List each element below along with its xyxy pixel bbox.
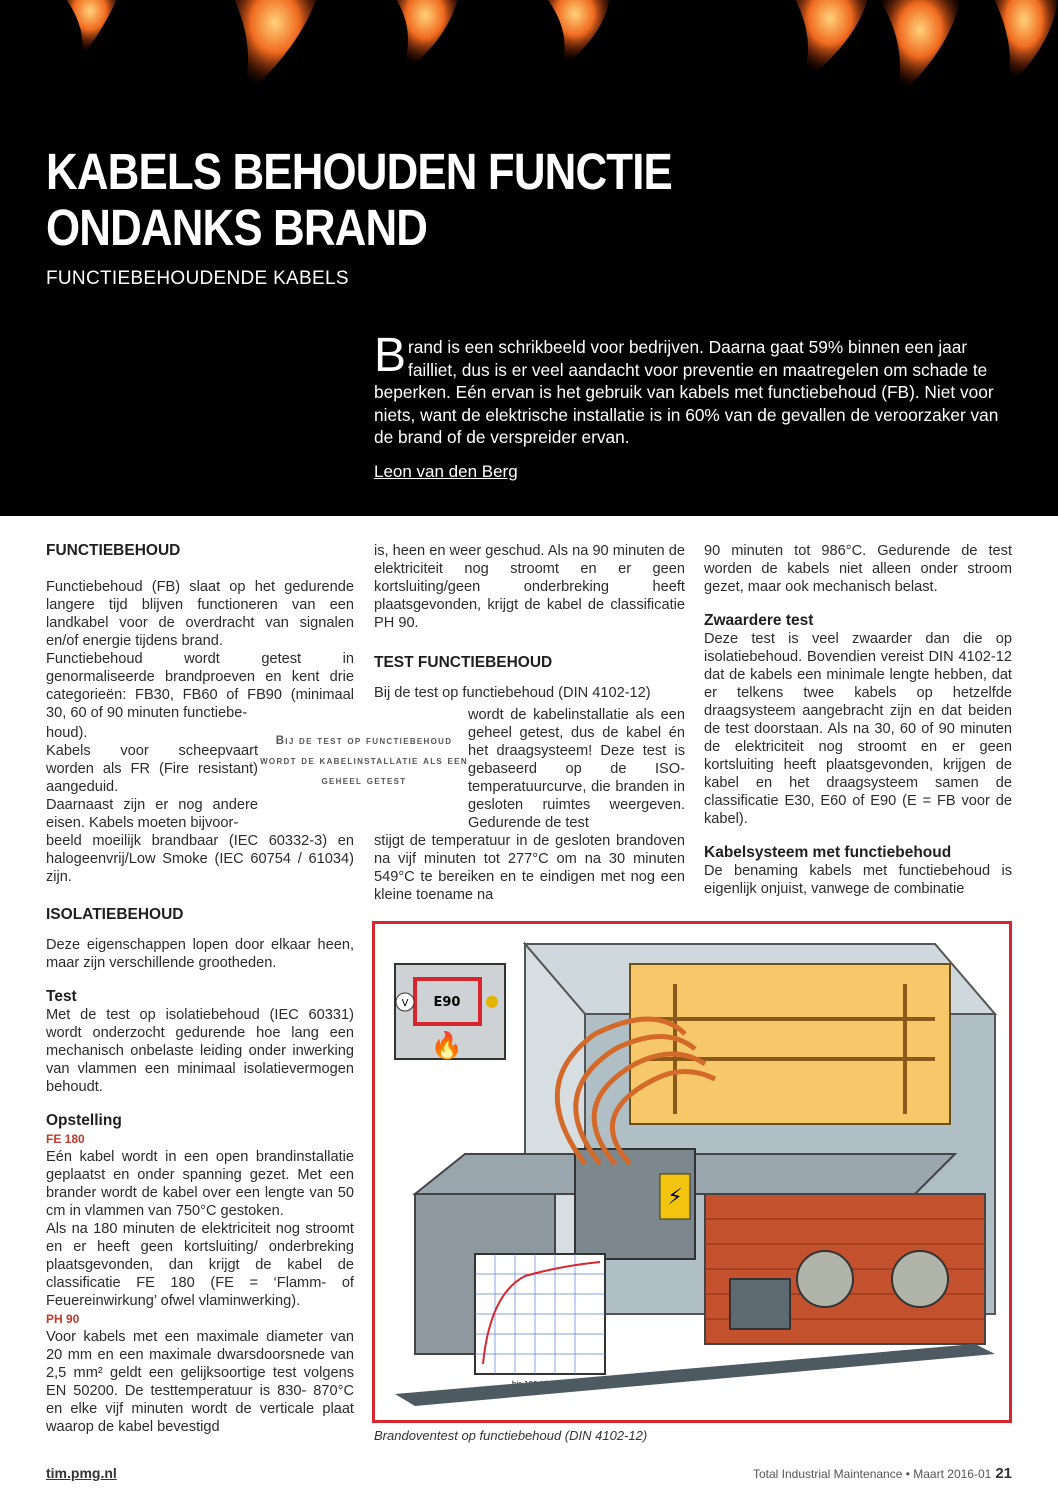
heading-isolatiebehoud: ISOLATIEBEHOUD bbox=[46, 906, 184, 923]
paragraph: stijgt de temperatuur in de gesloten brandoven na vijf minuten tot 277°C om na 30 minuten 549°C te bereiken en te eindigen met nog een kleine toename na bbox=[374, 833, 685, 903]
column-3 bbox=[704, 542, 1012, 898]
column-1 bbox=[46, 542, 354, 722]
article-title bbox=[46, 144, 672, 256]
figure-frame bbox=[372, 921, 1012, 1423]
intro-text: rand is een schrikbeeld voor bedrijven. Daarna gaat 59% binnen een jaar failliet, dus is er veel aandacht voor preventie en maatregelen om schade te beperken. Eén ervan is het gebruik van kabels met functiebehoud (FB). Niet voor niets, want de elektrische installatie is in 60% van de gevallen de veroorzaker van de brand of de verspreider ervan. bbox=[374, 337, 999, 447]
publication-name: Total Industrial Maintenance • Maart 2016-01 bbox=[752, 1467, 992, 1481]
figure-caption: Brandoventest op functiebehoud (DIN 4102-12) bbox=[374, 1428, 648, 1443]
heading-zwaardere-test: Zwaardere test bbox=[704, 612, 814, 629]
flame-icon: 🔥 bbox=[430, 1031, 464, 1061]
paragraph: Eén kabel wordt in een open brandinstallatie geplaatst en onder spanning gezet. Met een brander wordt de kabel over een lengte van 50 cm in vlammen van 750°C gestoken. bbox=[46, 1149, 354, 1219]
paragraph: Als na 180 minuten de elektriciteit nog stroomt en er heeft geen kortsluiting/ onderbreking plaatsgevonden, dan krijgt de kabel de classificatie FE 180 (FE = ‘Flamm- of Feuereinwirkung’ ofwel vlaminwerking). bbox=[46, 1221, 354, 1309]
pull-quote: Bij de test op functiebehoud wordt de kabelinstallatie als een geheel getest bbox=[260, 735, 468, 787]
paragraph: Voor kabels met een maximale diameter van 20 mm en een maximale dwarsdoorsnede van 2,5 mm² geldt een gelijksoortige test volgens EN 50200. De testtemperatuur is 830- 870°C en elke vijf minuten wordt de verticale plaat waarop de kabel bevestigd bbox=[46, 1329, 354, 1435]
heading-ph90: PH 90 bbox=[46, 1312, 80, 1326]
paragraph: wordt de kabelinstallatie als een geheel getest, dus de kabel én het draagsysteem! Deze test is gebaseerd op de ISO-temperatuurcurve, die branden in gesloten ruimtes weergeven. Gedurende de test bbox=[468, 707, 685, 831]
hero-banner bbox=[0, 0, 1058, 516]
paragraph: houd). bbox=[46, 725, 88, 741]
column-2 bbox=[374, 542, 685, 702]
paragraph: beeld moeilijk brandbaar (IEC 60332-3) en halogeenvrij/Low Smoke (IEC 60754 / 61034) zijn. bbox=[46, 833, 354, 885]
paragraph: 90 minuten tot 986°C. Gedurende de test worden de kabels niet alleen onder stroom gezet, maar ook mechanisch belast. bbox=[704, 543, 1012, 595]
paragraph: Deze eigenschappen lopen door elkaar heen, maar zijn verschillende grootheden. bbox=[46, 937, 354, 971]
drop-cap: B bbox=[374, 329, 407, 382]
paragraph: Functiebehoud wordt getest in genormaliseerde brandproeven en kent drie categorieën: FB30, FB60 of FB90 (minimaal 30, 60 of 90 minuten functiebe- bbox=[46, 651, 354, 721]
heading-test-functiebehoud: TEST FUNCTIEBEHOUD bbox=[374, 654, 553, 671]
footer-publication bbox=[753, 1465, 1012, 1482]
paragraph: Functiebehoud (FB) slaat op het gedurende langere tijd blijven functioneren van een landkabel voor de overdracht van signalen en/of energie tijdens brand. bbox=[46, 579, 354, 649]
paragraph: De benaming kabels met functiebehoud is eigenlijk onjuist, vanwege de combinatie bbox=[704, 863, 1012, 897]
column-1-bottom bbox=[46, 832, 354, 1436]
column-2-wrap bbox=[468, 706, 685, 832]
paragraph: is, heen en weer geschud. Als na 90 minuten de elektriciteit nog stroomt en er geen kortsluiting/geen onderbreking heeft plaatsgevonden, krijgt de kabel de classificatie PH 90. bbox=[374, 543, 685, 631]
paragraph: Daarnaast zijn er nog andere eisen. Kabels moeten bijvoor- bbox=[46, 797, 258, 831]
lightbulb-icon: ● bbox=[485, 991, 499, 1010]
paragraph: Deze test is veel zwaarder dan die op isolatiebehoud. Bovendien vereist DIN 4102-12 dat de kabels een minimale lengte hebben, dat er telkens twee kabels op hetzelfde draagsysteem aangebracht zijn en dat beiden de test doorstaan. Als na 30, 60 of 90 minuten de elektriciteit nog stroomt en er geen kortsluiting heeft plaatsgevonden, krijgen de kabel en het draagsysteem samen de classificatie E30, E60 of E90 (E = FB voor de kabel). bbox=[704, 631, 1012, 827]
column-1-wrap bbox=[46, 724, 258, 832]
heading-opstelling: Opstelling bbox=[46, 1112, 122, 1129]
title-line-1: KABELS BEHOUDEN FUNCTIE bbox=[46, 143, 672, 200]
article-intro bbox=[374, 329, 1006, 449]
page-number: 21 bbox=[995, 1465, 1012, 1482]
author-link[interactable]: Leon van den Berg bbox=[374, 462, 518, 481]
heading-fe180: FE 180 bbox=[46, 1132, 85, 1146]
flames-illustration bbox=[0, 0, 1058, 130]
svg-text:⚡: ⚡ bbox=[667, 1185, 683, 1210]
heading-kabelsysteem: Kabelsysteem met functiebehoud bbox=[704, 844, 952, 861]
paragraph: Met de test op isolatiebehoud (IEC 60331) wordt onderzocht gedurende hoe lang een mechanisch onbelaste leiding onder inwerking van vlammen een minimaal isolatievermogen behoudt. bbox=[46, 1007, 354, 1095]
footer-site-link[interactable]: tim.pmg.nl bbox=[46, 1465, 117, 1481]
sign-e90-label: E90 bbox=[433, 995, 461, 1010]
column-2-bottom bbox=[374, 832, 685, 904]
heading-functiebehoud: FUNCTIEBEHOUD bbox=[46, 542, 181, 559]
sign-v-label: V bbox=[401, 998, 409, 1009]
paragraph: Kabels voor scheepvaart worden als FR (Fire resistant) aangeduid. bbox=[46, 743, 258, 795]
fire-oven-illustration bbox=[375, 924, 1009, 1420]
title-line-2: ONDANKS BRAND bbox=[46, 199, 428, 256]
article-subtitle: FUNCTIEBEHOUDENDE KABELS bbox=[46, 268, 349, 289]
heading-test: Test bbox=[46, 988, 77, 1005]
paragraph: Bij de test op functiebehoud (DIN 4102-12) bbox=[374, 685, 651, 701]
